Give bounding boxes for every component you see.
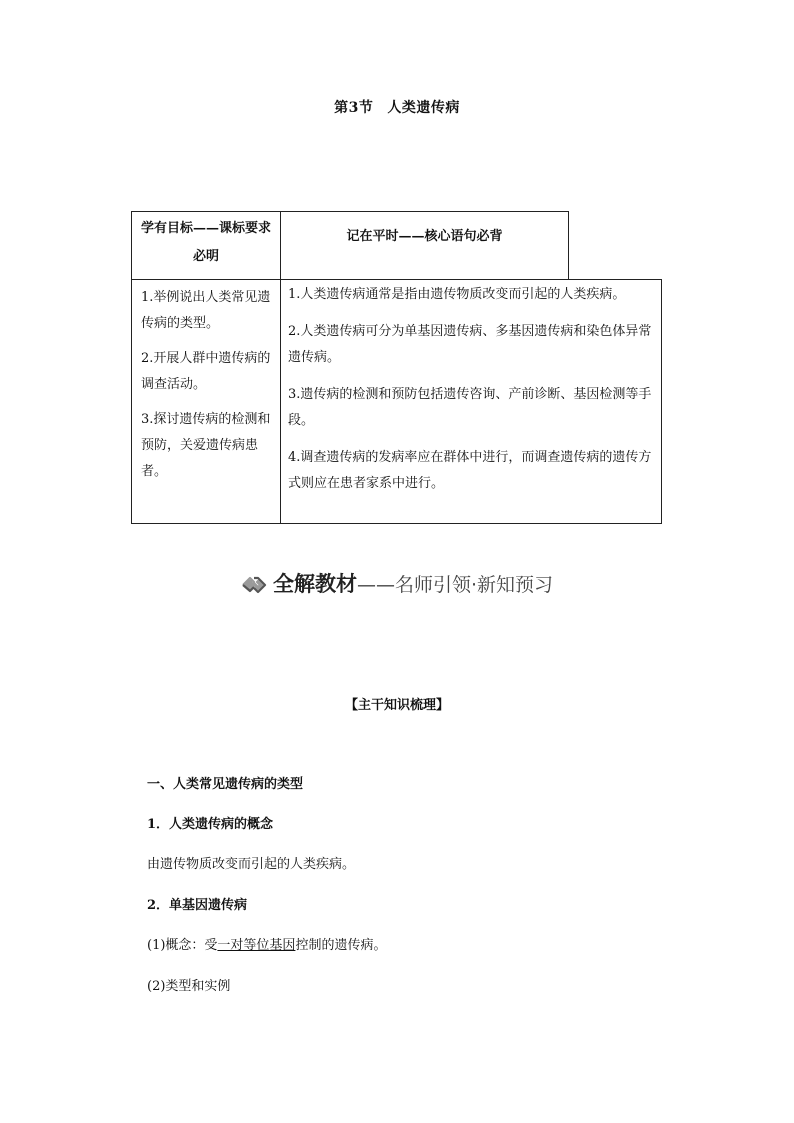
table-header-core: 记在平时——核心语句必背 [280, 211, 569, 280]
section-banner [0, 568, 794, 600]
item1-text: 由遗传物质改变而引起的人类疾病。 [147, 857, 356, 872]
concept-suffix: 控制的遗传病。 [295, 938, 387, 953]
concept-prefix: (1)概念：受 [147, 938, 218, 953]
core-item: 4.调查遗传病的发病率应在群体中进行，而调查遗传病的遗传方式则应在患者家系中进行。 [288, 450, 652, 491]
core-item: 2.人类遗传病可分为单基因遗传病、多基因遗传病和染色体异常遗传病。 [288, 324, 652, 365]
banner-dash: —— [356, 574, 395, 596]
goal-item: 2.开展人群中遗传病的调查活动。 [141, 351, 271, 392]
section-title: 【主干知识梳理】 [344, 698, 449, 713]
heading-1: 一、人类常见遗传病的类型 [147, 777, 304, 792]
goals-cell [131, 279, 281, 524]
chapter-name: 人类遗传病 [387, 100, 460, 116]
item2-types: (2)类型和实例 [147, 979, 231, 994]
item2-title: 2．单基因遗传病 [147, 898, 248, 913]
goal-item: 1.举例说出人类常见遗传病的类型。 [141, 290, 271, 331]
table-header-goals: 学有目标——课标要求必明 [131, 211, 281, 280]
chapter-number: 第3节 [334, 100, 374, 116]
diamond-logo-icon [241, 575, 267, 600]
banner-main: 全解教材 [272, 572, 357, 596]
goal-item: 3.探讨遗传病的检测和预防，关爱遗传病患者。 [141, 412, 271, 479]
page-title [0, 97, 794, 117]
core-item: 3.遗传病的检测和预防包括遗传咨询、产前诊断、基因检测等手段。 [288, 387, 652, 428]
concept-underlined: 一对等位基因 [217, 938, 296, 953]
core-cell [280, 279, 662, 524]
item1-title: 1．人类遗传病的概念 [147, 817, 274, 832]
item2-concept [147, 934, 386, 953]
core-item: 1.人类遗传病通常是指由遗传物质改变而引起的人类疾病。 [288, 287, 626, 302]
banner-sub: 名师引领·新知预习 [394, 574, 554, 596]
